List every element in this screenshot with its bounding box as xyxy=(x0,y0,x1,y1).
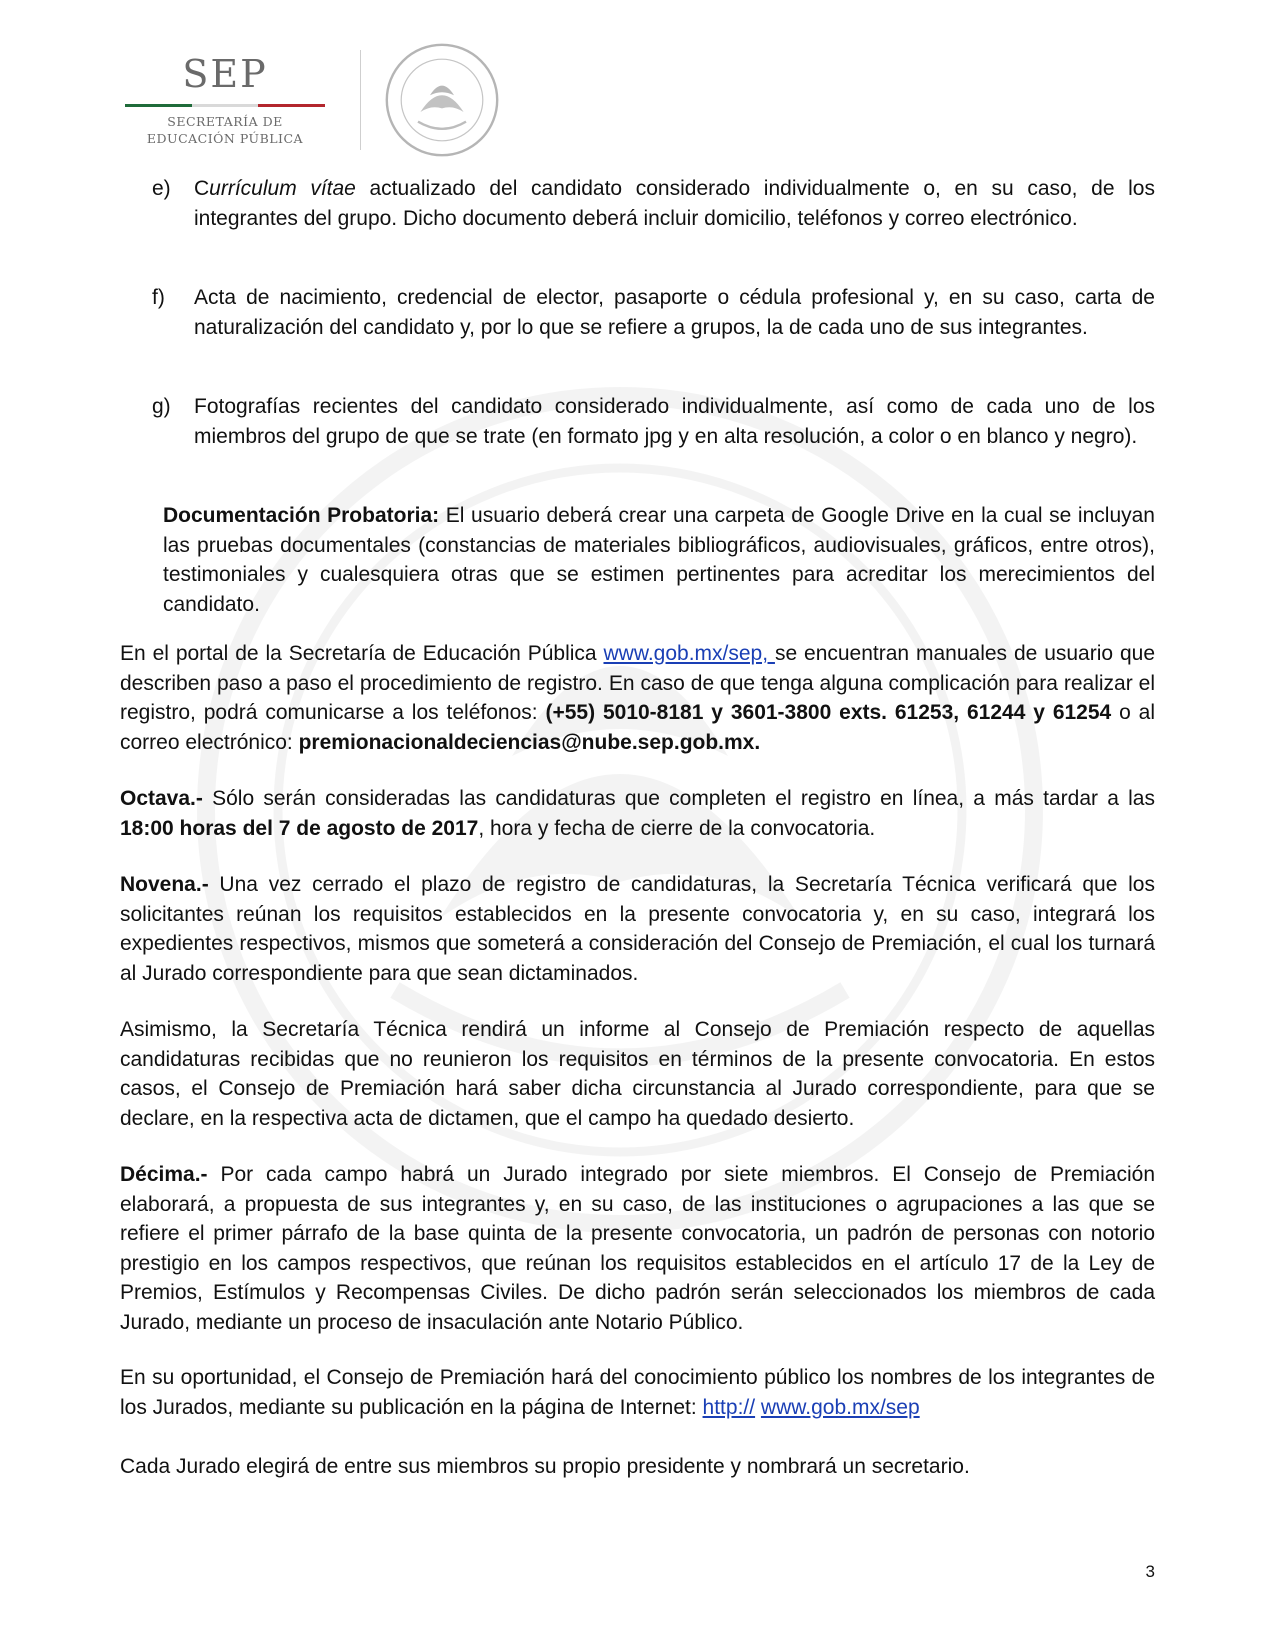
octava-paragraph xyxy=(120,784,1155,843)
decima-label: Décima.- xyxy=(120,1163,208,1186)
item-e-lead: C xyxy=(194,177,210,200)
portal-text-3: o al correo electrónico: xyxy=(120,701,1155,754)
octava-label: Octava.- xyxy=(120,787,203,810)
sep-logo-line2: EDUCACIÓN PÚBLICA xyxy=(146,131,304,146)
list-marker: e) xyxy=(152,177,171,200)
gob-sep-link[interactable]: www.gob.mx/sep xyxy=(760,1395,920,1419)
national-seal-icon xyxy=(382,40,502,160)
sep-portal-link[interactable]: www.gob.mx/sep, xyxy=(603,642,775,665)
sep-logo-line1: SECRETARÍA DE xyxy=(167,114,283,129)
list-item-e xyxy=(152,174,1155,233)
list-marker: g) xyxy=(152,395,171,418)
letterhead xyxy=(120,40,540,160)
novena-text: Una vez cerrado el plazo de registro de candidaturas, la Secretaría Técnica verificará que los solicitantes reúnan los requisitos establecidos en la presente convocatoria y, en su caso, integrará los expedientes respectivos, mismos que someterá a consideración del Consejo de Premiación, el cual los turnará al Jurado correspondiente para que sean dictaminados. xyxy=(120,873,1155,985)
item-f-text: Acta de nacimiento, credencial de elector, pasaporte o cédula profesional y, en su caso, carta de naturalización del candidato y, por lo que se refiere a grupos, la de cada uno de sus integrantes. xyxy=(194,286,1155,339)
documentacion-text: El usuario deberá crear una carpeta de Google Drive en la cual se incluyan las pruebas documentales (constancias de materiales bibliográficos, audiovisuales, gráficos, entre otros), testimoniales y cualesquiera otras que se estimen pertinentes para acreditar los merecimientos del candidato. xyxy=(163,504,1155,616)
octava-text-2: , hora y fecha de cierre de la convocatoria. xyxy=(478,816,876,840)
novena-paragraph xyxy=(120,870,1155,988)
oportunidad-text: En su oportunidad, el Consejo de Premiación hará del conocimiento público los nombres de los integrantes de los Jurados, mediante su publicación en la página de Internet: xyxy=(120,1366,1155,1419)
documentacion-paragraph xyxy=(163,501,1155,619)
documentacion-label: Documentación Probatoria: xyxy=(163,504,440,527)
novena-label: Novena.- xyxy=(120,873,209,896)
octava-deadline: 18:00 horas del 7 de agosto de 2017 xyxy=(120,816,479,840)
http-link[interactable]: http:// xyxy=(702,1395,756,1419)
page-number: 3 xyxy=(1145,1562,1155,1581)
asimismo-paragraph: Asimismo, la Secretaría Técnica rendirá un informe al Consejo de Premiación respecto de aquellas candidaturas recibidas que no reunieron los requisitos en términos de la presente convocatoria. En estos casos, el Consejo de Premiación hará saber dicha circunstancia al Jurado correspondiente, para que se declare, en la respectiva acta de dictamen, que el campo ha quedado desierto. xyxy=(120,1018,1155,1130)
octava-text: Sólo serán consideradas las candidaturas que completen el registro en línea, a más tardar a las xyxy=(202,787,1155,810)
cada-jurado-paragraph: Cada Jurado elegirá de entre sus miembros su propio presidente y nombrará un secretario. xyxy=(120,1455,970,1478)
item-e-italic: urrículum vítae xyxy=(209,177,356,200)
portal-paragraph xyxy=(120,639,1155,757)
sep-logo-word: SEP xyxy=(182,52,268,96)
item-g-text: Fotografías recientes del candidato considerado individualmente, así como de cada uno de los miembros del grupo de que se trate (en formato jpg y en alta resolución, a color o en blanco y negro). xyxy=(194,395,1155,448)
list-item-g xyxy=(152,392,1155,451)
sep-logo-stripe xyxy=(125,104,325,107)
contact-email: premionacionaldeciencias@nube.sep.gob.mx. xyxy=(298,730,761,754)
portal-text: En el portal de la Secretaría de Educación Pública xyxy=(120,642,604,665)
item-e-text: actualizado del candidato considerado individualmente o, en su caso, de los integrantes del grupo. Dicho documento deberá incluir domicilio, teléfonos y correo electrónico. xyxy=(194,177,1155,230)
header-divider xyxy=(360,50,361,150)
list-marker: f) xyxy=(152,286,165,309)
decima-paragraph xyxy=(120,1160,1155,1337)
contact-phones: (+55) 5010-8181 y 3601-3800 exts. 61253, 61244 y 61254 xyxy=(545,701,1112,724)
decima-text: Por cada campo habrá un Jurado integrado por siete miembros. El Consejo de Premiación elaborará, a propuesta de sus integrantes y, en su caso, de las instituciones o agrupaciones a las que se refiere el primer párrafo de la base quinta de la presente convocatoria, un padrón de personas con notorio prestigio en los campos respectivos, que reúnan los requisitos establecidos en el artículo 17 de la Ley de Premios, Estímulos y Recompensas Civiles. De dicho padrón serán seleccionados los miembros de cada Jurado, mediante un proceso de insaculación ante Notario Público. xyxy=(120,1163,1155,1334)
list-item-f xyxy=(152,283,1155,342)
oportunidad-paragraph xyxy=(120,1363,1155,1422)
portal-text-2: se encuentran manuales de usuario que describen paso a paso el procedimiento de registro. En caso de que tenga alguna complicación para realizar el registro, podrá comunicarse a los teléfonos: xyxy=(120,642,1155,724)
sep-logo xyxy=(120,40,330,147)
